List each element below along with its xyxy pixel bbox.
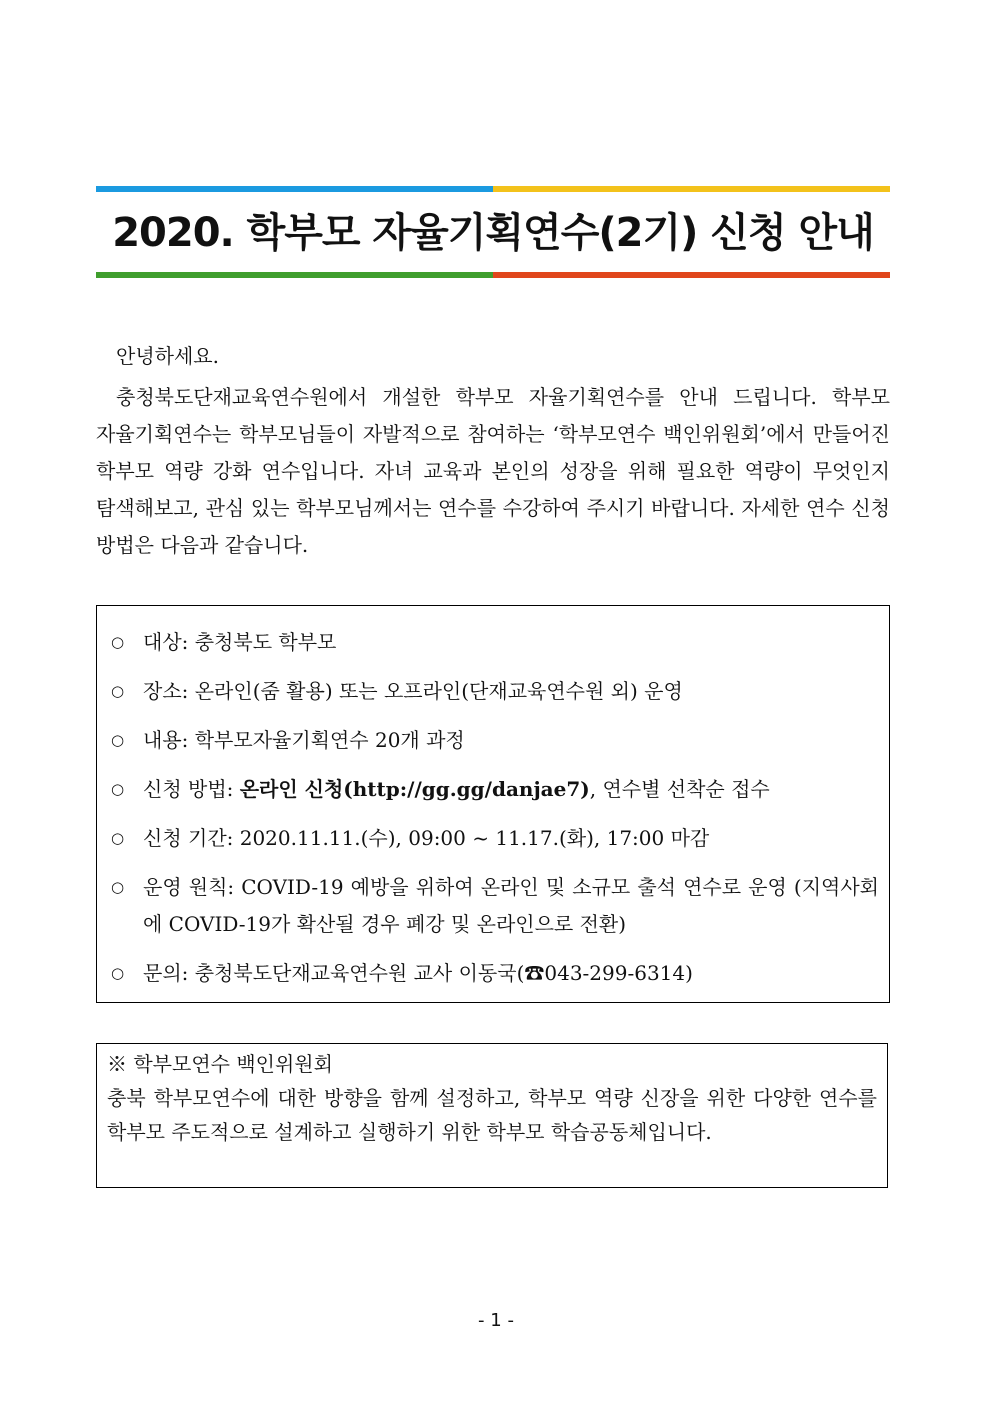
info-item-content [97, 722, 879, 759]
intro-paragraph: 충청북도단재교육연수원에서 개설한 학부모 자율기획연수를 안내 드립니다. 학부모 자율기획연수는 학부모님들이 자발적으로 참여하는 ‘학부모연수 백인위원회’에서 만들어진 학부모 역량 강화 연수입니다. 자녀 교육과 본인의 성장을 위해 필요한 역량이 무엇인지 탐색해보고, 관심 있는 학부모님께서는 연수를 수강하여 주시기 바랍니다. 자세한 연수 신청 방법은 다음과 같습니다. [96, 385, 890, 557]
info-period-text: 신청 기간: 2020.11.11.(수), 09:00 ~ 11.17.(화), 17:00 마감 [143, 826, 710, 850]
bullet-circle-icon: ○ [111, 964, 125, 982]
bullet-circle-icon: ○ [111, 829, 125, 847]
online-apply-link[interactable]: 온라인 신청(http://gg.gg/danjae7) [239, 777, 590, 801]
page-title: 2020. 학부모 자율기획연수(2기) 신청 안내 [112, 210, 874, 256]
info-item-contact [97, 955, 879, 992]
info-item-period [97, 820, 879, 857]
bullet-circle-icon: ○ [111, 682, 125, 700]
title-top-bar [96, 186, 890, 192]
bullet-circle-icon: ○ [111, 878, 125, 896]
info-item-place [97, 673, 879, 710]
page-number: - 1 - [478, 1310, 514, 1331]
info-method-suffix: , 연수별 선착순 접수 [589, 777, 770, 801]
note-body: 충북 학부모연수에 대한 방향을 함께 설정하고, 학부모 역량 신장을 위한 다양한 연수를 학부모 주도적으로 설계하고 실행하기 위한 학부모 학습공동체입니다. [107, 1086, 877, 1144]
greeting: 안녕하세요. [116, 344, 219, 368]
info-content-text: 내용: 학부모자율기획연수 20개 과정 [143, 728, 465, 752]
info-box [96, 605, 890, 1003]
info-item-target [97, 624, 879, 661]
note-box [96, 1043, 888, 1188]
info-item-method [97, 771, 879, 808]
title-top-bar-yellow [493, 186, 890, 192]
title-bottom-bar-green [96, 272, 493, 278]
info-item-principle [97, 869, 879, 943]
info-place-text: 장소: 온라인(줌 활용) 또는 오프라인(단재교육연수원 외) 운영 [143, 679, 683, 703]
note-title: ※ 학부모연수 백인위원회 [107, 1052, 333, 1076]
bullet-circle-icon: ○ [111, 633, 125, 651]
title-bottom-bar-red [493, 272, 890, 278]
info-method-prefix: 신청 방법: [143, 777, 240, 801]
bullet-circle-icon: ○ [111, 731, 125, 749]
bullet-circle-icon: ○ [111, 780, 125, 798]
info-target-text: 대상: 충청북도 학부모 [143, 630, 337, 654]
title-bottom-bar [96, 272, 890, 278]
info-principle-text: 운영 원칙: COVID-19 예방을 위하여 온라인 및 소규모 출석 연수로 운영 (지역사회에 COVID-19가 확산될 경우 폐강 및 온라인으로 전환) [143, 875, 879, 936]
info-list [97, 606, 889, 992]
info-contact-text: 문의: 충청북도단재교육연수원 교사 이동국(☎043-299-6314) [143, 961, 693, 985]
title-top-bar-blue [96, 186, 493, 192]
